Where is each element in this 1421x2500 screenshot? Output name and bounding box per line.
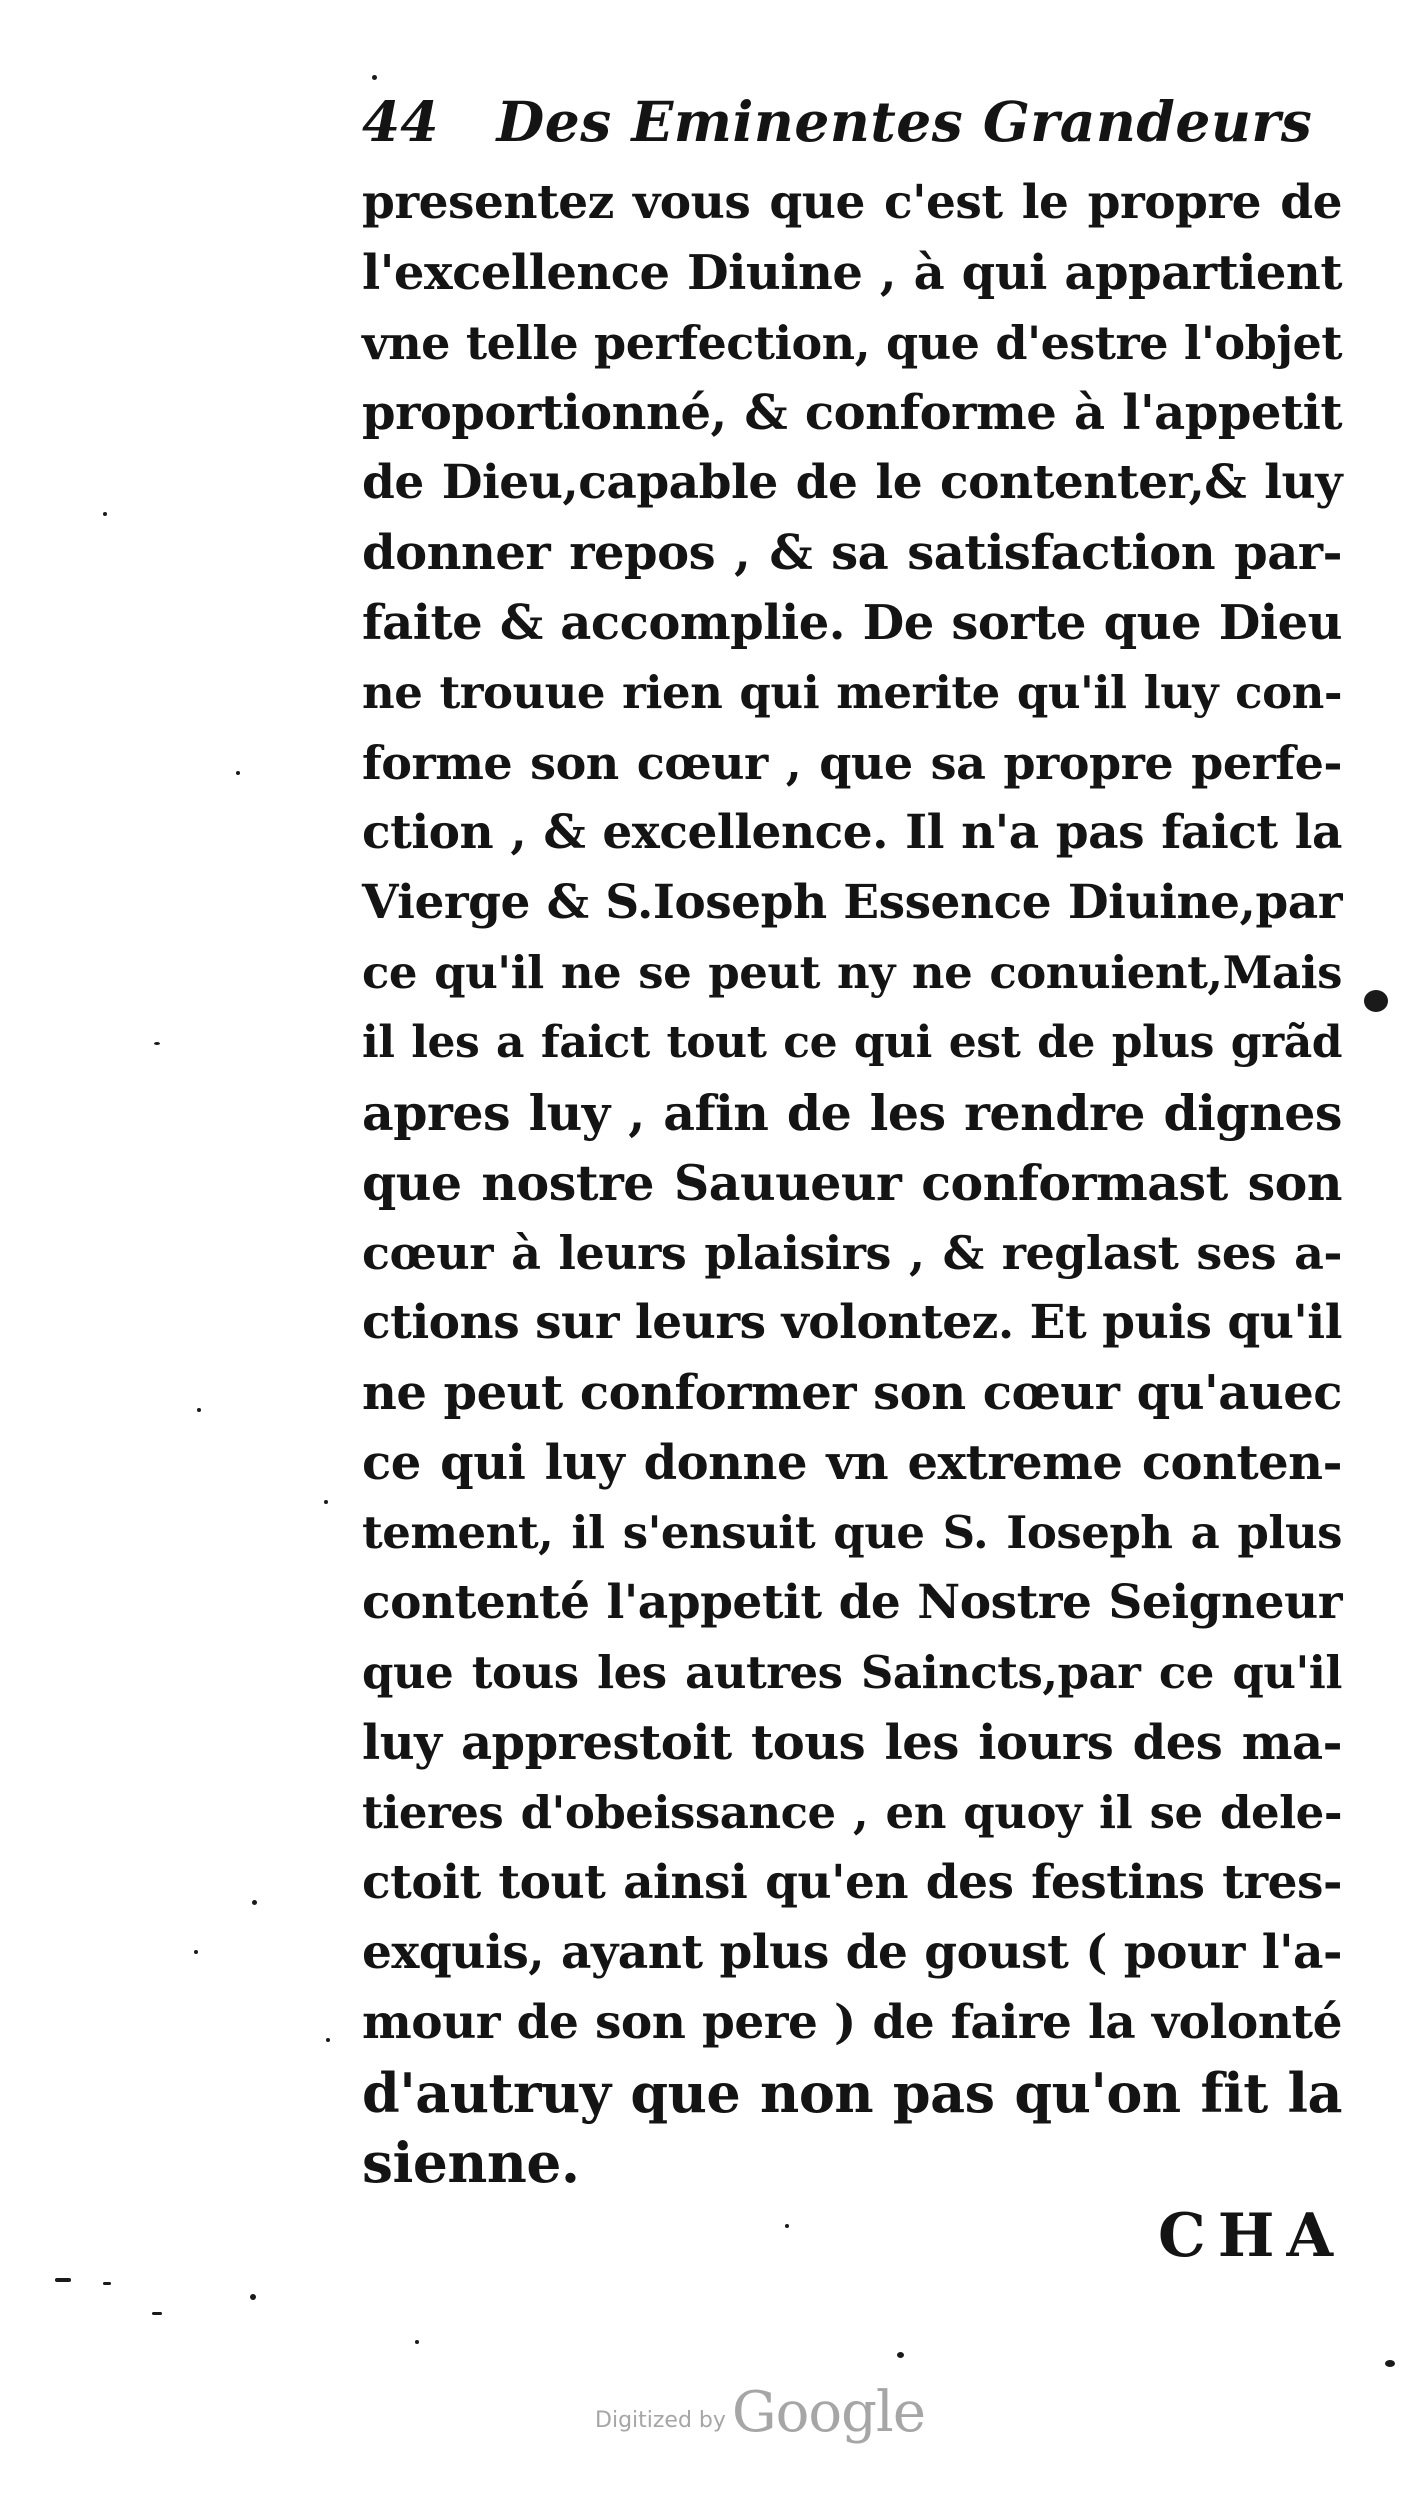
text-line: ne trouue rien qui merite qu'il luy con-	[362, 666, 1342, 719]
text-line: d'autruy que non pas qu'on fit la	[362, 2061, 1342, 2125]
text-line: mour de son pere ) de faire la volonté	[362, 1995, 1342, 2050]
text-line: tieres d'obeissance , en quoy il se dele-	[362, 1786, 1342, 1839]
text-line: tement, il s'ensuit que S. Ioseph a plus	[362, 1506, 1342, 1559]
scan-speck	[154, 1042, 160, 1045]
scan-speck	[372, 75, 377, 80]
scan-speck	[197, 1408, 201, 1412]
page-number: 44	[362, 89, 439, 154]
text-line: ction , & excellence. Il n'a pas faict la	[362, 805, 1342, 860]
scan-speck	[785, 2224, 789, 2228]
body-text	[362, 168, 1342, 2198]
running-header	[362, 82, 1342, 162]
text-line: de Dieu,capable de le contenter,& luy	[362, 455, 1342, 510]
text-line: ce qui luy donne vn extreme conten-	[362, 1435, 1342, 1491]
scan-speck	[324, 1500, 328, 1504]
text-line: presentez vous que c'est le propre de	[362, 175, 1342, 230]
watermark-prefix: Digitized by	[595, 2408, 726, 2433]
text-line: ctoit tout ainsi qu'en des festins tres-	[362, 1855, 1342, 1910]
text-line: ce qu'il ne se peut ny ne conuient,Mais	[362, 946, 1342, 999]
scan-speck	[897, 2352, 904, 2358]
scan-speck	[1364, 990, 1388, 1012]
text-line-last: sienne.	[362, 2130, 580, 2195]
text-line: proportionné, & conforme à l'appetit	[362, 385, 1342, 441]
scan-speck	[252, 1900, 257, 1905]
text-line: que tous les autres Saincts,par ce qu'il	[362, 1646, 1342, 1699]
google-logo: Google	[731, 2380, 925, 2445]
scan-speck	[1385, 2360, 1395, 2367]
scan-speck	[250, 2294, 256, 2300]
catchword: CHA	[1158, 2201, 1345, 2271]
scan-speck	[326, 2038, 330, 2042]
text-line: cœur à leurs plaisirs , & reglast ses a-	[362, 1226, 1342, 1280]
running-head-title: Des Eminentes Grandeurs	[496, 89, 1313, 154]
scan-speck	[236, 771, 240, 775]
scan-speck	[152, 2312, 162, 2315]
scan-speck	[415, 2340, 419, 2344]
text-line: vne telle perfection, que d'estre l'objet	[362, 316, 1342, 370]
text-line: faite & accomplie. De sorte que Dieu	[362, 595, 1342, 651]
text-line: donner repos , & sa satisfaction par-	[362, 525, 1342, 581]
scan-speck	[55, 2278, 71, 2282]
scan-speck	[194, 1950, 198, 1954]
scan-speck	[103, 512, 107, 516]
text-line: il les a faict tout ce qui est de plus grãd	[362, 1017, 1342, 1068]
text-line: apres luy , afin de les rendre dignes	[362, 1084, 1342, 1142]
text-line: ctions sur leurs volontez. Et puis qu'il	[362, 1295, 1342, 1350]
text-line: Vierge & S.Ioseph Essence Diuine,par	[362, 875, 1342, 930]
scan-speck	[103, 2282, 111, 2285]
text-line: forme son cœur , que sa propre perfe-	[362, 736, 1342, 790]
text-line: ne peut conformer son cœur qu'auec	[362, 1365, 1342, 1421]
text-line: l'excellence Diuine , à qui appartient	[362, 245, 1342, 301]
text-line: exquis, ayant plus de goust ( pour l'a-	[362, 1925, 1342, 1980]
text-line: contenté l'appetit de Nostre Seigneur	[362, 1575, 1342, 1630]
text-line: luy apprestoit tous les iours des ma-	[362, 1715, 1342, 1771]
digitization-watermark	[540, 2375, 980, 2445]
text-line: que nostre Sauueur conformast son	[362, 1154, 1342, 1212]
